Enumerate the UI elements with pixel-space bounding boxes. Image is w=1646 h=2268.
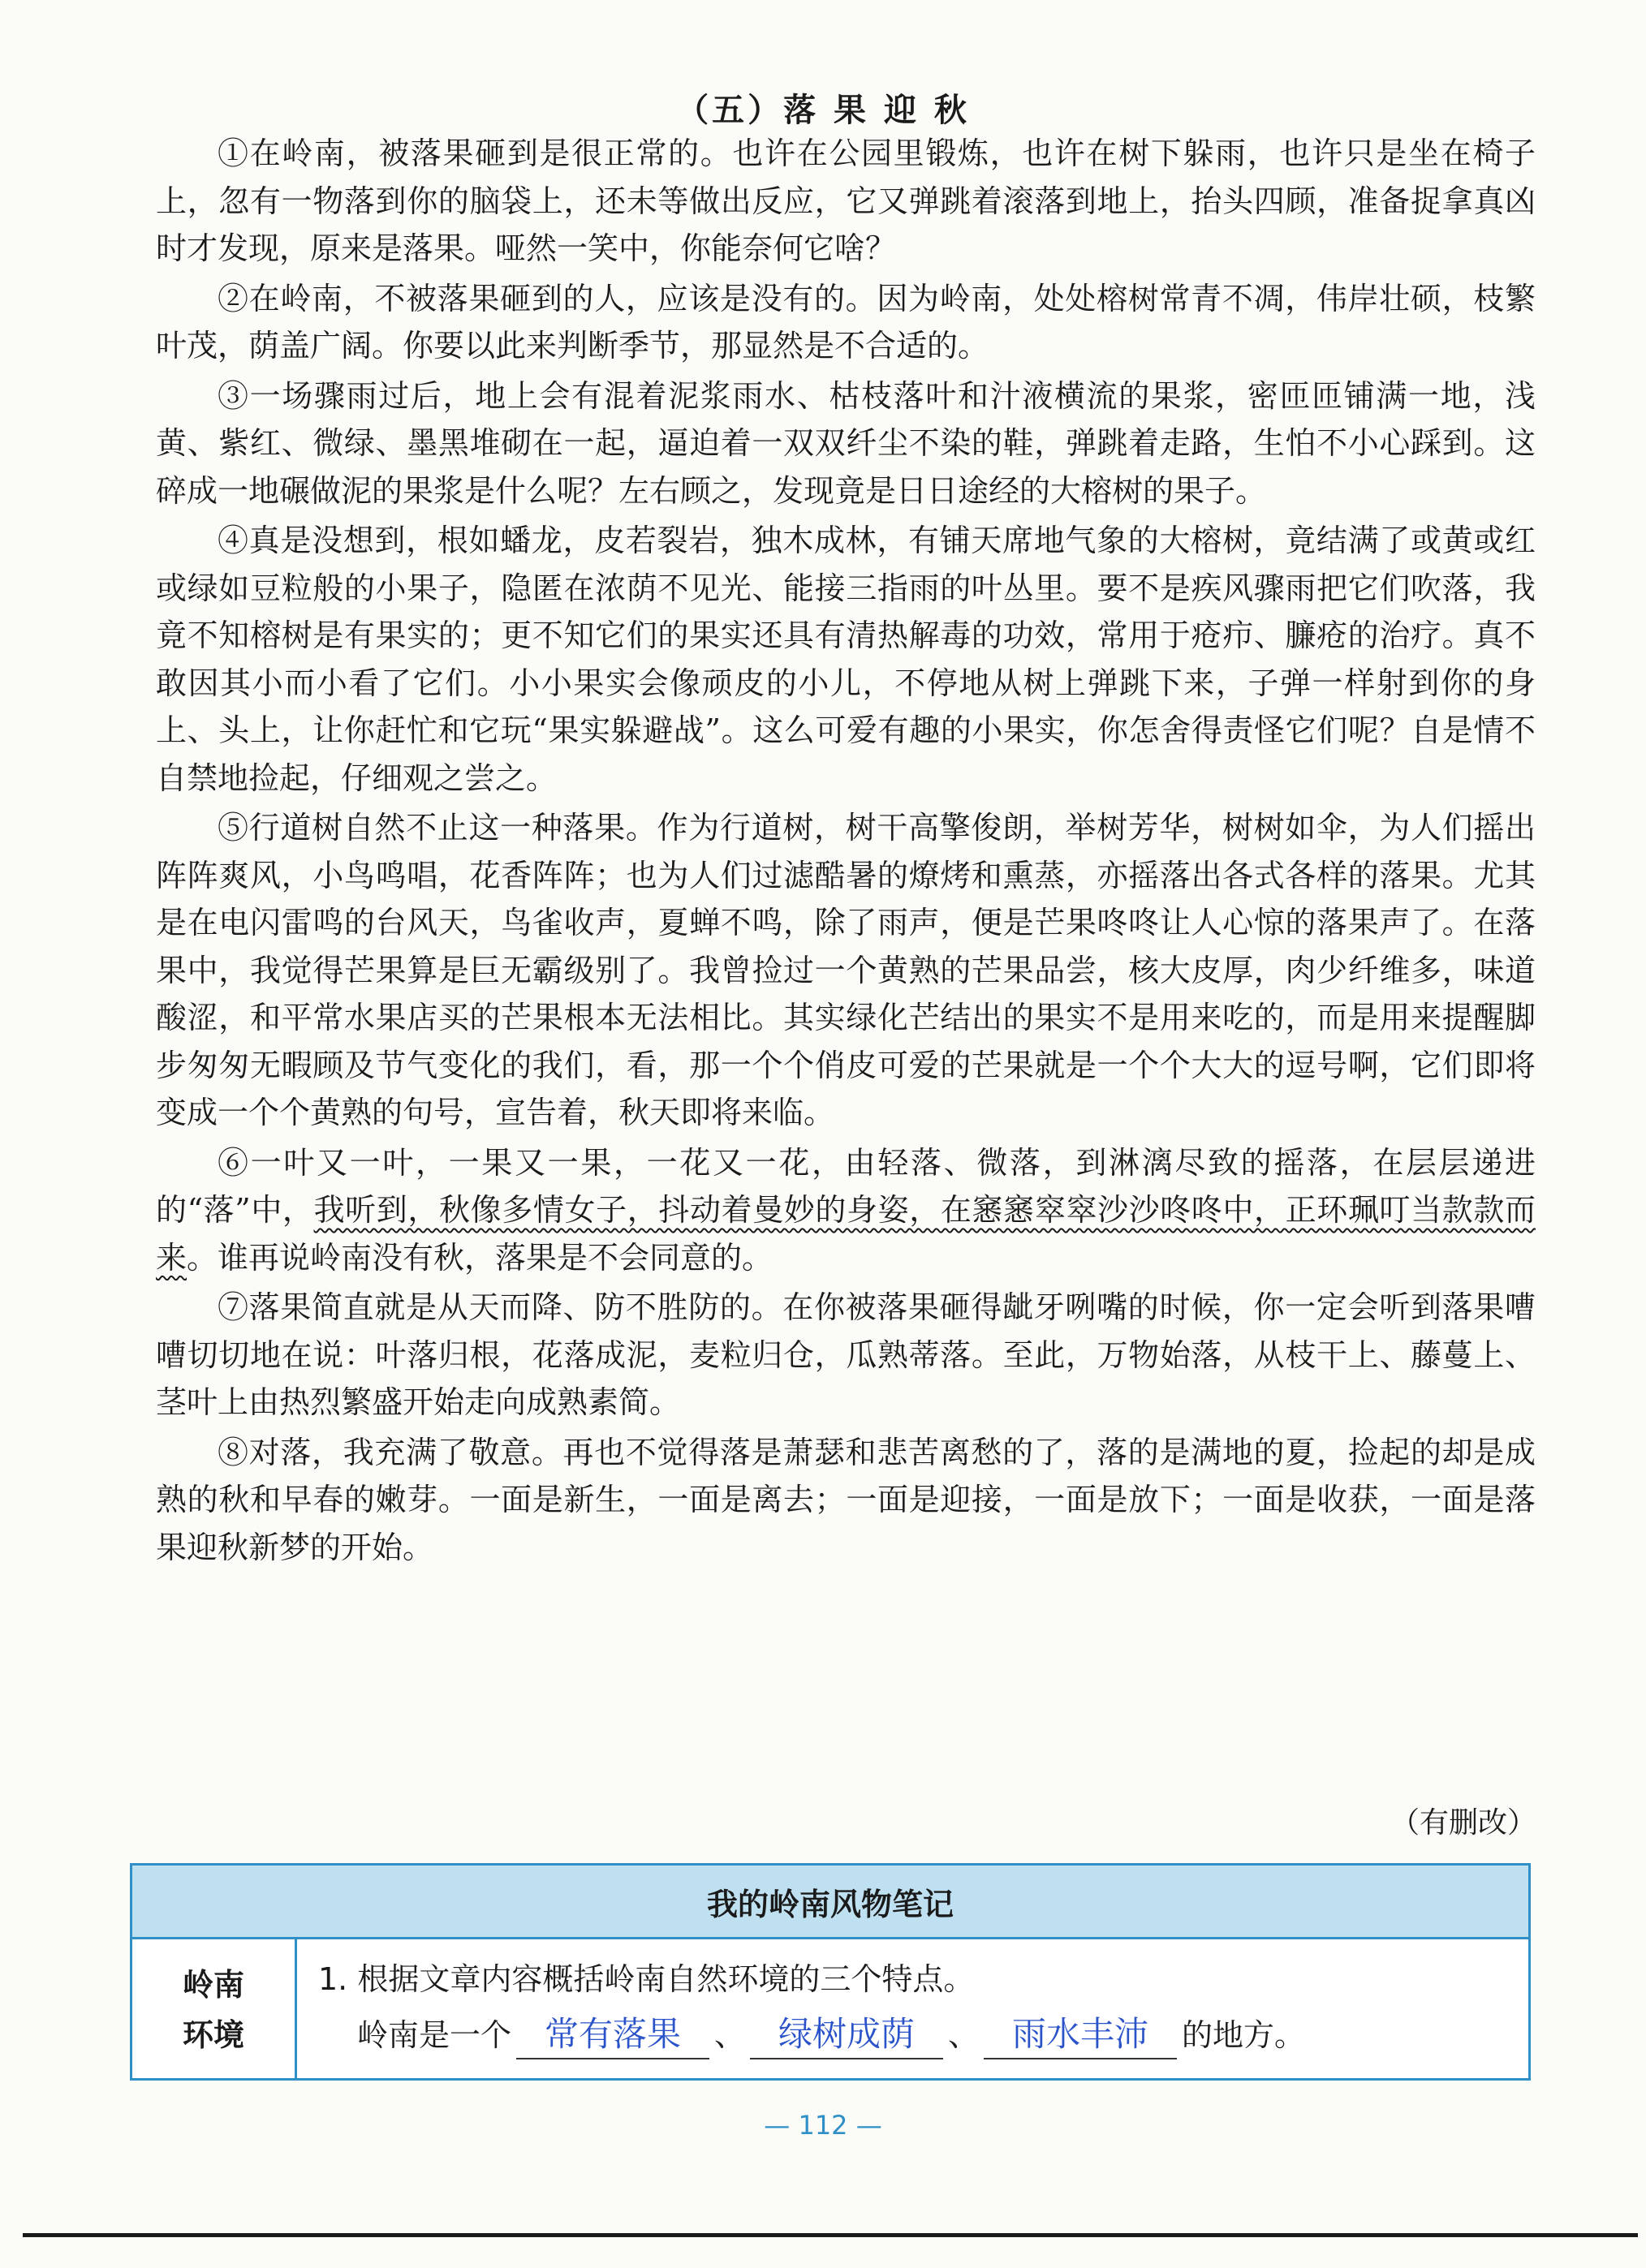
question-1: 1. 根据文章内容概括岭南自然环境的三个特点。	[318, 1961, 975, 1997]
answer-prefix: 岭南是一个	[357, 2017, 512, 2053]
paragraph-6-start: ⑥一叶又一叶，一果又一果，一花又一花，由轻落、微落，到淋漓尽致的摇落，在层层递进的“落”中，	[156, 1144, 1536, 1228]
paragraph-6	[156, 1139, 1536, 1282]
answer-blank-3[interactable]: 雨水丰沛	[984, 2011, 1177, 2059]
notes-row-label	[132, 1939, 297, 2081]
answer-blank-1[interactable]: 常有落果	[516, 2011, 709, 2059]
notes-table	[130, 1863, 1531, 2081]
label-line-2: 环境	[182, 2017, 244, 2053]
paragraph-7: ⑦落果简直就是从天而降、防不胜防的。在你被落果砸得龇牙咧嘴的时候，你一定会听到落果嘈嘈切切地在说：叶落归根，花落成泥，麦粒归仓，瓜熟蒂落。至此，万物始落，从枝干上、藤蔓上、茎叶上由热烈繁盛开始走向成熟素简。	[156, 1289, 1536, 1420]
notes-row	[132, 1939, 1528, 2081]
separator-1: 、	[714, 2017, 746, 2053]
article-title: （五）落 果 迎 秋	[676, 92, 970, 129]
answer-suffix: 的地方。	[1182, 2017, 1306, 2053]
separator-2: 、	[948, 2017, 980, 2053]
paragraph-3: ③一场骤雨过后，地上会有混着泥浆雨水、枯枝落叶和汁液横流的果浆，密匝匝铺满一地，浅黄、紫红、微绿、墨黑堆砌在一起，逼迫着一双双纤尘不染的鞋，弹跳着走路，生怕不小心踩到。这碎成一地碾做泥的果浆是什么呢？左右顾之，发现竟是日日途经的大榕树的果子。	[156, 377, 1536, 509]
article-body	[156, 130, 1536, 1573]
paragraph-1: ①在岭南，被落果砸到是很正常的。也许在公园里锻炼，也许在树下躲雨，也许只是坐在椅子上，忽有一物落到你的脑袋上，还未等做出反应，它又弹跳着滚落到地上，抬头四顾，准备捉拿真凶时才发现，原来是落果。哑然一笑中，你能奈何它啥？	[156, 136, 1536, 266]
paragraph-6-end: 。谁再说岭南没有秋，落果是不会同意的。	[187, 1239, 773, 1276]
paragraph-5: ⑤行道树自然不止这一种落果。作为行道树，树干高擎俊朗，举树芳华，树树如伞，为人们摇出阵阵爽风，小鸟鸣唱，花香阵阵；也为人们过滤酷暑的燎烤和熏蒸，亦摇落出各式各样的落果。尤其是在电闪雷鸣的台风天，鸟雀收声，夏蝉不鸣，除了雨声，便是芒果咚咚让人心惊的落果声了。在落果中，我觉得芒果算是巨无霸级别了。我曾捡过一个黄熟的芒果品尝，核大皮厚，肉少纤维多，味道酸涩，和平常水果店买的芒果根本无法相比。其实绿化芒结出的果实不是用来吃的，而是用来提醒脚步匆匆无暇顾及节气变化的我们，看，那一个个俏皮可爱的芒果就是一个个大大的逗号啊，它们即将变成一个个黄熟的句号，宣告着，秋天即将来临。	[156, 810, 1536, 1130]
answer-line	[318, 2011, 1528, 2059]
underlined-sentence: 我听到，秋像多情女子，抖动着曼妙的身姿，在窸窸窣窣沙沙咚咚中，正环珮叮当款款而来	[156, 1192, 1536, 1276]
notes-row-content	[297, 1939, 1528, 2081]
page-number: — 112 —	[764, 2110, 882, 2141]
paragraph-2: ②在岭南，不被落果砸到的人，应该是没有的。因为岭南，处处榕树常青不凋，伟岸壮硕，枝繁叶茂，荫盖广阔。你要以此来判断季节，那显然是不合适的。	[156, 280, 1536, 364]
label-line-1: 岭南	[182, 1967, 244, 2003]
notes-header: 我的岭南风物笔记	[132, 1866, 1528, 1939]
answer-blank-2[interactable]: 绿树成荫	[750, 2011, 943, 2059]
bottom-rule	[23, 2233, 1638, 2237]
source-note: （有删改）	[1390, 1806, 1536, 1840]
paragraph-8: ⑧对落，我充满了敬意。再也不觉得落是萧瑟和悲苦离愁的了，落的是满地的夏，捡起的却是成熟的秋和早春的嫩芽。一面是新生，一面是离去；一面是迎接，一面是放下；一面是收获，一面是落果迎秋新梦的开始。	[156, 1434, 1536, 1565]
paragraph-4: ④真是没想到，根如蟠龙，皮若裂岩，独木成林，有铺天席地气象的大榕树，竟结满了或黄或红或绿如豆粒般的小果子，隐匿在浓荫不见光、能接三指雨的叶丛里。要不是疾风骤雨把它们吹落，我竟不知榕树是有果实的；更不知它们的果实还具有清热解毒的功效，常用于疮疖、臁疮的治疗。真不敢因其小而小看了它们。小小果实会像顽皮的小儿，不停地从树上弹跳下来，子弹一样射到你的身上、头上，让你赶忙和它玩“果实躲避战”。这么可爱有趣的小果实，你怎舍得责怪它们呢？自是情不自禁地捡起，仔细观之尝之。	[156, 523, 1536, 796]
